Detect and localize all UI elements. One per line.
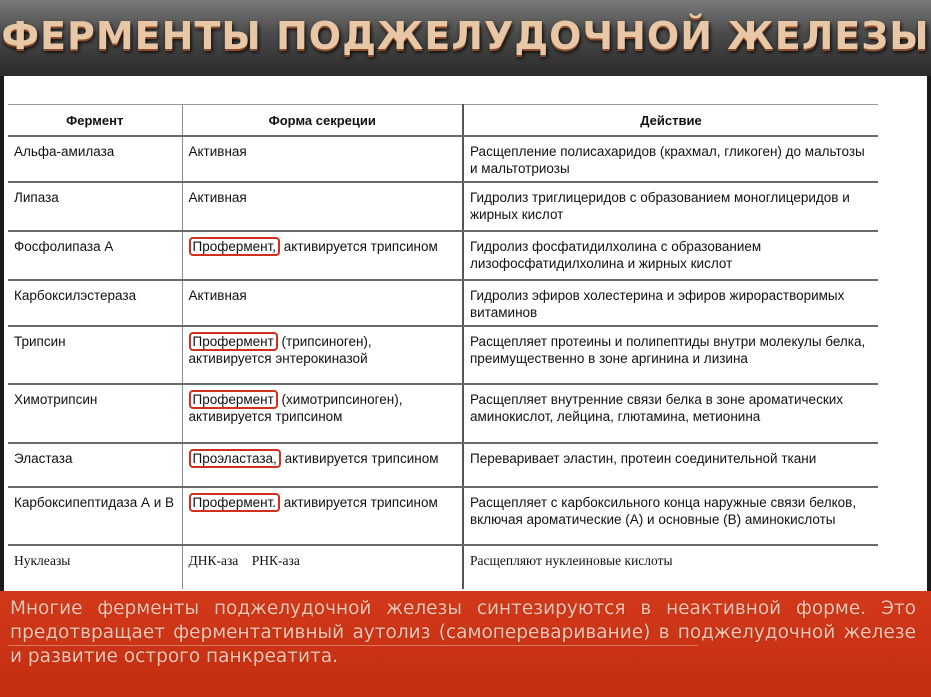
secretion-form-cell (182, 443, 463, 487)
proenzyme-highlight: Профермент, (189, 237, 281, 256)
secretion-form-text: ДНК-аза РНК-аза (188, 553, 300, 568)
table-row (8, 136, 878, 182)
table-body (8, 136, 878, 589)
table-row (8, 487, 878, 545)
secretion-form-text: (химотрипсиноген), активируется трипсином (188, 392, 407, 424)
proenzyme-highlight: Проэластаза, (189, 449, 281, 468)
secretion-form-text: Активная (188, 288, 247, 303)
action-cell: Расщепляют нуклеиновые кислоты (470, 553, 673, 568)
enzyme-cell: Химотрипсин (8, 384, 182, 443)
note-band (0, 591, 931, 697)
enzyme-cell: Карбоксилэстераза (8, 280, 182, 326)
secretion-form-cell (182, 487, 463, 545)
proenzyme-highlight: Профермент. (189, 493, 281, 512)
secretion-form-cell (182, 384, 463, 443)
enzyme-cell: Фосфолипаза А (8, 231, 182, 280)
table-row (8, 326, 878, 384)
secretion-form-cell (182, 326, 463, 384)
enzyme-cell: Альфа-амилаза (8, 136, 182, 182)
secretion-form-cell (182, 280, 463, 326)
slide-content (4, 76, 927, 591)
secretion-form-text: (трипсиноген), активируется энтерокиназой (188, 334, 376, 366)
overlay-line (8, 645, 698, 646)
enzyme-cell: Эластаза (8, 443, 182, 487)
table-header-row (8, 105, 878, 137)
enzyme-cell: Карбоксипептидаза А и В (8, 487, 182, 545)
action-cell: Расщепляет внутренние связи белка в зоне ароматических аминокислот, лейцина, глютамина, метионина (463, 384, 878, 443)
secretion-form-cell (182, 545, 463, 589)
table-row (8, 182, 878, 231)
header-form: Форма секреции (182, 105, 463, 137)
header-enzyme: Фермент (8, 105, 182, 137)
secretion-form-text: активируется трипсином (283, 239, 438, 254)
secretion-form-text: Активная (188, 144, 247, 159)
table-row (8, 545, 878, 589)
secretion-form-text: активируется трипсином (283, 495, 438, 510)
table-row (8, 280, 878, 326)
action-cell: Гидролиз триглицеридов с образованием моноглицеридов и жирных кислот (463, 182, 878, 231)
secretion-form-text: Активная (188, 190, 247, 205)
action-cell: Гидролиз эфиров холестерина и эфиров жирорастворимых витаминов (463, 280, 878, 326)
table-row (8, 443, 878, 487)
enzyme-cell: Трипсин (8, 326, 182, 384)
table-row (8, 231, 878, 280)
table-row (8, 384, 878, 443)
action-cell: Расщепляет с карбоксильного конца наружные связи белков, включая ароматические (А) и основные (В) аминокислоты (463, 487, 878, 545)
proenzyme-highlight: Профермент (189, 390, 278, 409)
enzymes-table (8, 104, 878, 589)
action-cell: Расщепление полисахаридов (крахмал, гликоген) до мальтозы и мальтотриозы (463, 136, 878, 182)
action-cell: Переваривает эластин, протеин соединительной ткани (463, 443, 878, 487)
secretion-form-cell (182, 136, 463, 182)
secretion-form-cell (182, 231, 463, 280)
enzyme-cell: Нуклеазы (8, 545, 182, 589)
title-bar (0, 0, 931, 76)
slide-title: ФЕРМЕНТЫ ПОДЖЕЛУДОЧНОЙ ЖЕЛЕЗЫ (1, 14, 930, 58)
action-cell: Гидролиз фосфатидилхолина с образованием лизофосфатидилхолина и жирных кислот (463, 231, 878, 280)
secretion-form-text: активируется трипсином (284, 451, 439, 466)
proenzyme-highlight: Профермент (189, 332, 278, 351)
header-action: Действие (463, 105, 878, 137)
action-cell: Расщепляет протеины и полипептиды внутри молекулы белка, преимущественно в зоне аргинина и лизина (463, 326, 878, 384)
secretion-form-cell (182, 182, 463, 231)
enzyme-cell: Липаза (8, 182, 182, 231)
note-text: Многие ферменты поджелудочной железы синтезируются в неактивной форме. Это предотвращает ферментативный аутолиз (самопереваривание) в поджелудочной железе и развитие острого панкреатита. (10, 598, 916, 667)
